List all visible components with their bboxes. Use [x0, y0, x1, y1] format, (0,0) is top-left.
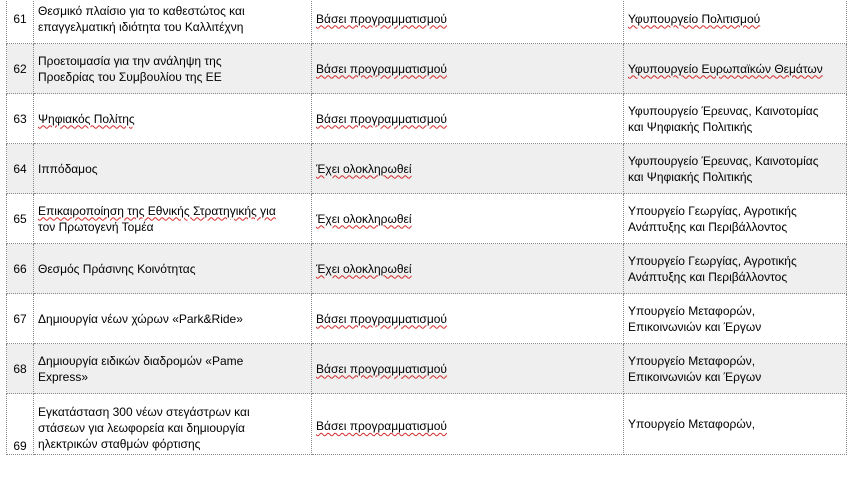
ministry-line: Υπουργείο Γεωργίας, Αγροτικής: [628, 203, 797, 218]
ministry-cell: [624, 344, 847, 394]
table-row: [7, 194, 847, 244]
ministry-line: Υφυπουργείο Έρευνας, Καινοτομίας: [628, 153, 819, 168]
status-text: Βάσει προγραμματισμού: [316, 111, 447, 126]
row-number: 62: [7, 44, 34, 94]
status-cell: [312, 344, 624, 394]
ministry-line: Ανάπτυξης και Περιβάλλοντος: [628, 219, 788, 234]
ministry-cell: [624, 394, 847, 455]
status-text: Βάσει προγραμματισμού: [316, 311, 447, 326]
row-number: 68: [7, 344, 34, 394]
project-title-cell: [34, 294, 312, 344]
status-cell: [312, 0, 624, 44]
ministry-cell: [624, 144, 847, 194]
ministry-line: Υπουργείο Γεωργίας, Αγροτικής: [628, 253, 797, 268]
status-text: Βάσει προγραμματισμού: [316, 419, 447, 433]
table-row: [7, 394, 847, 455]
project-title-cell: [34, 244, 312, 294]
ministry-line: Υπουργείο Μεταφορών,: [628, 303, 756, 318]
project-title-cell: [34, 44, 312, 94]
title-line: Express»: [38, 369, 89, 384]
title-line: Προεδρίας του Συμβουλίου της ΕΕ: [38, 69, 222, 84]
row-number: 63: [7, 94, 34, 144]
projects-table-body: [7, 0, 847, 455]
project-title-cell: [34, 394, 312, 455]
table-row: [7, 0, 847, 44]
title-line: Ιππόδαμος: [38, 161, 98, 176]
ministry-cell: [624, 0, 847, 44]
status-text: Έχει ολοκληρωθεί: [316, 261, 412, 276]
ministry-cell: [624, 44, 847, 94]
ministry-line: Υπουργείο Μεταφορών,: [628, 353, 756, 368]
title-line: στάσεων για λεωφορεία και δημιουργία: [38, 421, 245, 435]
ministry-line: και Ψηφιακής Πολιτικής: [628, 119, 753, 134]
ministry-line: Επικοινωνιών και Έργων: [628, 319, 762, 334]
project-title-cell: [34, 94, 312, 144]
title-line: Δημιουργία νέων χώρων «Park&Ride»: [38, 311, 243, 326]
ministry-line: Υφυπουργείο Πολιτισμού: [628, 11, 761, 26]
projects-table: [6, 0, 847, 455]
row-number: 66: [7, 244, 34, 294]
status-cell: [312, 294, 624, 344]
table-row: [7, 344, 847, 394]
project-title-cell: [34, 344, 312, 394]
row-number: 67: [7, 294, 34, 344]
ministry-line: Ανάπτυξης και Περιβάλλοντος: [628, 269, 788, 284]
title-line: Δημιουργία ειδικών διαδρομών «Pame: [38, 353, 244, 368]
title-line: Θεσμικό πλαίσιο για το καθεστώτος και: [38, 3, 245, 18]
ministry-cell: [624, 244, 847, 294]
ministry-line: Υφυπουργείο Έρευνας, Καινοτομίας: [628, 103, 819, 118]
status-text: Βάσει προγραμματισμού: [316, 61, 447, 76]
project-title-cell: [34, 0, 312, 44]
status-cell: [312, 244, 624, 294]
title-line: Ψηφιακός Πολίτης: [38, 111, 135, 126]
row-number: 69: [7, 394, 34, 455]
title-line: Προετοιμασία για την ανάληψη της: [38, 53, 222, 68]
row-number: 61: [7, 0, 34, 44]
title-line: Επικαιροποίηση της Εθνικής Στρατηγικής για: [38, 203, 276, 218]
status-text: Έχει ολοκληρωθεί: [316, 211, 412, 226]
table-row: [7, 144, 847, 194]
project-title-cell: [34, 144, 312, 194]
ministry-cell: [624, 94, 847, 144]
table-row: [7, 94, 847, 144]
status-text: Βάσει προγραμματισμού: [316, 11, 447, 26]
status-cell: [312, 194, 624, 244]
table-row: [7, 44, 847, 94]
status-text: Βάσει προγραμματισμού: [316, 361, 447, 376]
title-line: επαγγελματική ιδιότητα του Καλλιτέχνη: [38, 19, 244, 34]
status-cell: [312, 144, 624, 194]
ministry-line: Υπουργείο Μεταφορών,: [628, 417, 756, 431]
title-line: Θεσμός Πράσινης Κοινότητας: [38, 261, 196, 276]
ministry-line: και Ψηφιακής Πολιτικής: [628, 169, 753, 184]
row-number: 64: [7, 144, 34, 194]
ministry-line: Επικοινωνιών και Έργων: [628, 369, 762, 384]
status-cell: [312, 94, 624, 144]
title-line: ηλεκτρικών σταθμών φόρτισης: [38, 437, 201, 451]
row-number: 65: [7, 194, 34, 244]
title-line: Εγκατάσταση 300 νέων στεγάστρων και: [38, 405, 250, 419]
ministry-line: Υφυπουργείο Ευρωπαϊκών Θεμάτων: [628, 61, 823, 76]
table-row: [7, 294, 847, 344]
status-text: Έχει ολοκληρωθεί: [316, 161, 412, 176]
ministry-cell: [624, 194, 847, 244]
status-cell: [312, 394, 624, 455]
title-line: τον Πρωτογενή Τομέα: [38, 219, 154, 234]
table-row: [7, 244, 847, 294]
status-cell: [312, 44, 624, 94]
project-title-cell: [34, 194, 312, 244]
ministry-cell: [624, 294, 847, 344]
